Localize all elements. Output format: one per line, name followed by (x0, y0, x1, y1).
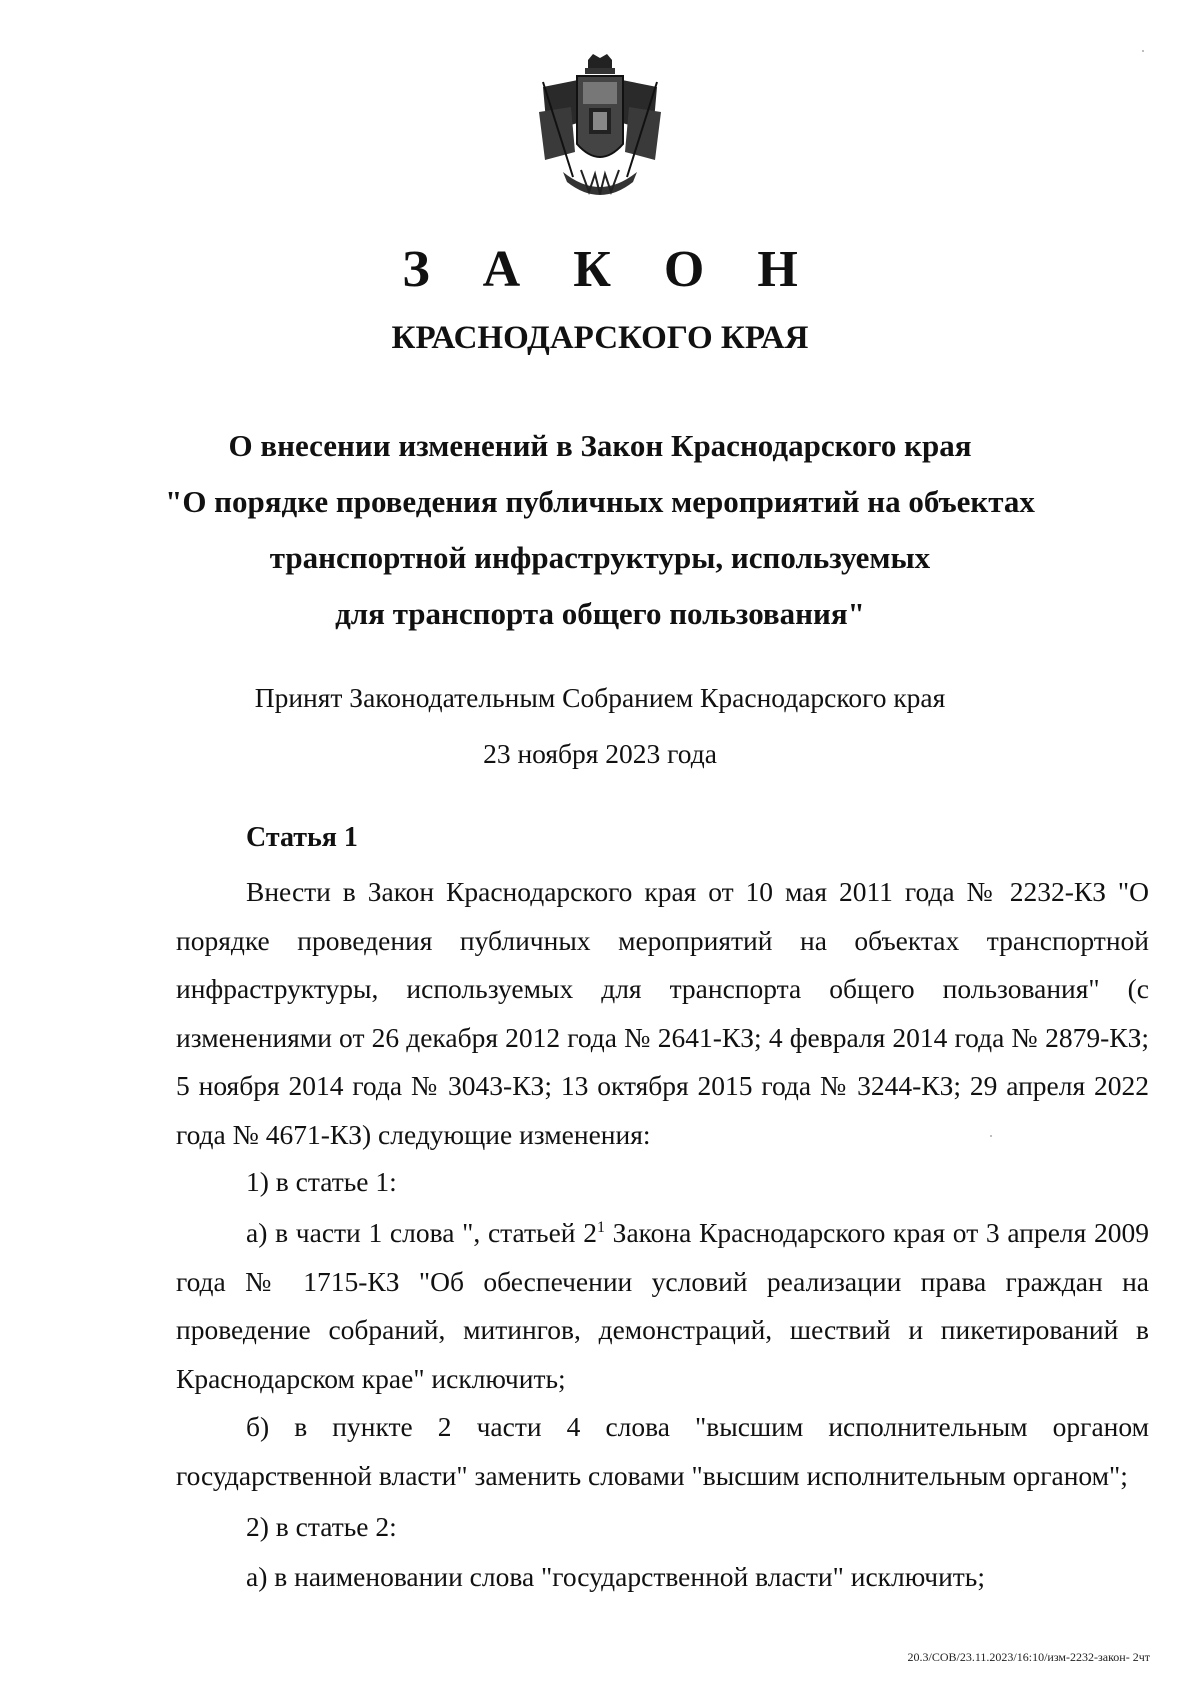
adoption-line: Принят Законодательным Собранием Краснодарского края (254, 682, 946, 713)
coat-of-arms-emblem (533, 52, 667, 202)
article-intro-paragraph: Внести в Закон Краснодарского края от 10 мая 2011 года № 2232-КЗ "О порядке проведения публичных мероприятий на объектах транспортной инфраструктуры, используемых для транспорта общего пользования" (с изменениями от 26 декабря 2012 года № 2641-КЗ; 4 февраля 2014 года № 2879-КЗ; 5 ноября 2014 года № 3043-КЗ; 13 октября 2015 года № 3244-КЗ; 29 апреля 2022 года № 4671-КЗ) следующие изменения: (176, 876, 1149, 1150)
adoption-note (0, 670, 1200, 782)
item-1a-text-end: Закона Краснодарского края от 3 апреля 2009 года № 1715-КЗ "Об обеспечении условий реализации права граждан на проведение собраний, митингов, демонстраций, шествий и пикетирований в Краснодарском крае" исключить; (176, 1217, 1149, 1394)
adoption-date: 23 ноября 2023 года (483, 738, 717, 769)
item-1a-paragraph (176, 1209, 1149, 1403)
document-code: 20.3/СОВ/23.11.2023/16:10/изм-2232-закон- 2чт (907, 1650, 1150, 1664)
scan-artifact (1142, 50, 1144, 52)
item-1-paragraph: 1) в статье 1: (246, 1166, 397, 1197)
article-heading: Статья 1 (246, 822, 358, 853)
subject-line: "О порядке проведения публичных мероприятий на объектах (165, 484, 1035, 519)
item-1b-paragraph: б) в пункте 2 части 4 слова "высшим исполнительным органом государственной власти" заменить словами "высшим исполнительным органом"; (176, 1411, 1149, 1491)
subject-line: О внесении изменений в Закон Краснодарского края (228, 428, 972, 463)
subject-line: для транспорта общего пользования" (335, 596, 865, 631)
law-subject (0, 418, 1200, 642)
scan-artifact (990, 1135, 992, 1137)
law-title: З А К О Н (402, 241, 818, 298)
item-2a-paragraph: а) в наименовании слова "государственной власти" исключить; (246, 1561, 985, 1592)
item-1a-superscript: 1 (596, 1218, 605, 1236)
region-title: КРАСНОДАРСКОГО КРАЯ (391, 320, 809, 356)
item-1a-text-start: а) в части 1 слова ", статьей 2 (246, 1217, 597, 1248)
subject-line: транспортной инфраструктуры, используемых (269, 540, 931, 575)
item-2-paragraph: 2) в статье 2: (246, 1511, 397, 1542)
